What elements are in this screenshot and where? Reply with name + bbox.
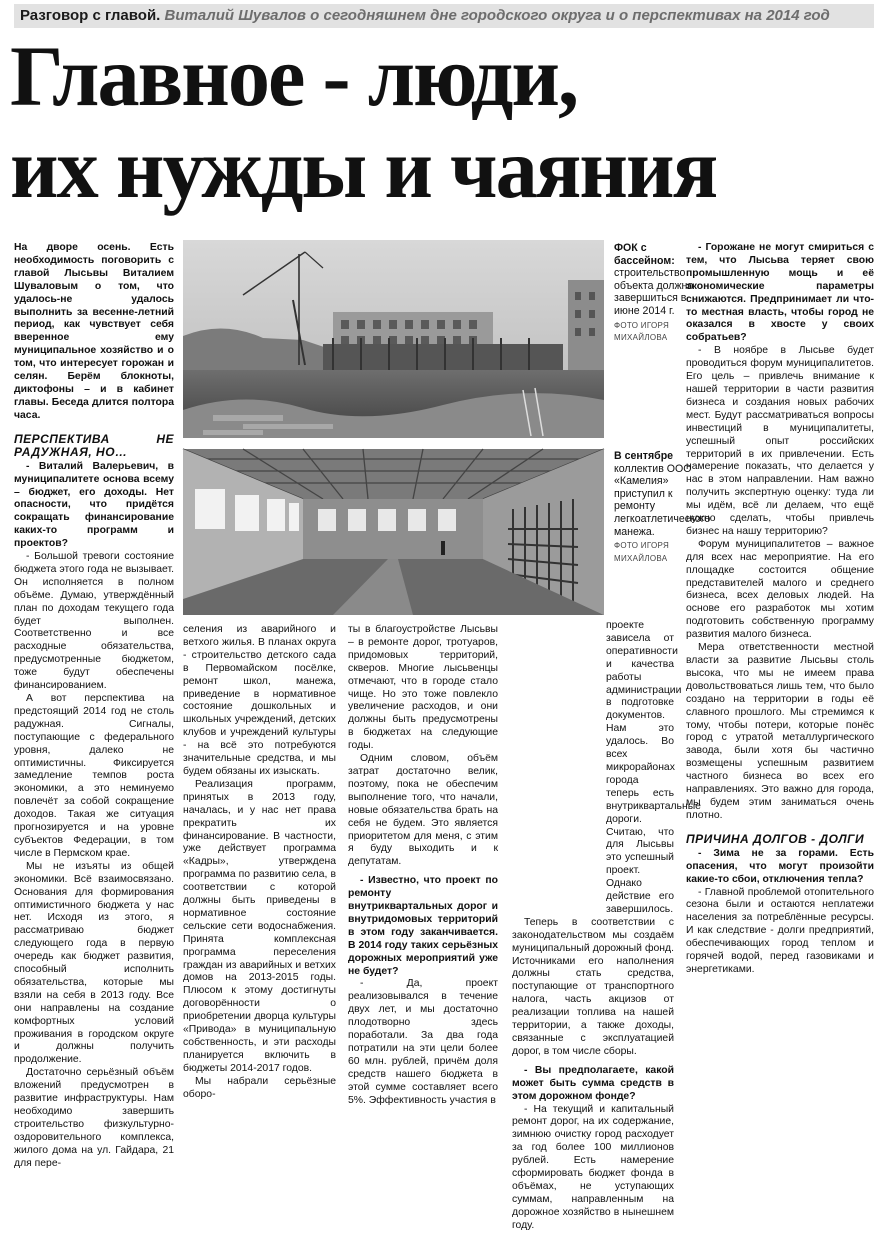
paragraph: - Да, проект реализовывался в течение двух лет, и мы достаточно плодотворно здесь поработали. За два года потратили на эти цели более 60 млн. рублей, причём доля средств нашего бюджета в этой сумме составляет всего 5%. Эффективность участия в [348, 978, 498, 1106]
column-4 [512, 620, 701, 1231]
photo-caption-2 [614, 450, 711, 565]
photo-caption-1 [614, 242, 696, 345]
paragraph: Форум муниципалитетов – важное для всех нас мероприятие. На его площадке состоится общение представителей малого и среднего бизнеса, всех деловых людей. На основе его разработок мы хотим подготовить собственную программу развития малого бизнеса. [686, 538, 874, 641]
paragraph: - В ноябре в Лысьве будет проводиться форум муниципалитетов. Его цель – привлечь внимание к нашей территории в части развития бизнеса и создания новых рабочих мест. Будут рассматриваться вопросы инвестиций в муниципалитеты, успешный опыт российских территорий в их привлечении. Есть намерение показать, что делается у нас в этом направлении. Нам важно получить экспертную оценку: туда ли мы идём, всё ли делаем, что ещё нужно сделать, чтобы привлечь бизнес на нашу территорию? [686, 345, 874, 537]
caption-1-text: строительство объекта должно завершиться в июне 2014 г. [614, 267, 694, 317]
paragraph: Мы не изъяты из общей экономики. Всё взаимосвязано. Основания для формирования оптимистичного бюджета у нас нет. Исходя из этого, я рассматриваю бюджет следующего года в первую очередь как бюджет развития, способный исполнить обязательства, которые мы взяли на себя в 2013 году. Все они направлены на создание комфортных условий проживания в городском округе и должны получить продолжение. [14, 860, 174, 1066]
question-5: - Зима не за горами. Есть опасения, что могут произойти какие-то сбои, отключения тепла? [686, 847, 874, 885]
question-1: - Виталий Валерьевич, в муниципалитете основа всему – бюджет, его доходы. Нет опасности, что придётся сокращать финансирование каких-то программ и проектов? [14, 460, 174, 550]
caption-2-title: В сентябре [614, 450, 674, 462]
paragraph: Мы набрали серьёзные оборо- [183, 1075, 336, 1100]
photo-construction [183, 240, 604, 438]
photo-athletics-hall [183, 449, 604, 615]
headline-line-2: их нужды и чаяния [10, 120, 717, 216]
headline-line-1: Главное - люди, [10, 28, 578, 124]
paragraph: - Большой тревоги состояние бюджета этого года не вызывает. Он исполняется в полном объёме. Думаю, утверждённый план по доходам текущего года будет выполнен. Соответственно и все расходные обязательства, предусмотренные бюджетом, тоже будут обеспечены финансированием. [14, 551, 174, 692]
rubric-bar [14, 4, 874, 28]
paragraph: - Главной проблемой отопительного сезона были и остаются неплатежи населения за потреблённые ресурсы. И как следствие - долги предприятий, обеспечивающих город теплом и горячей водой, перед газовиками и энергетиками. [686, 886, 874, 975]
paragraph: проекте зависела от оперативности и качества работы администрации в подготовке документов. Нам это удалось. Во всех микрорайонах города теперь есть внутриквартальные дороги. Считаю, что для Лысьвы это успешный проект. Однако действие его завершилось. [606, 620, 701, 915]
headline [10, 30, 863, 214]
paragraph: ты в благоустройстве Лысьвы – в ремонте дорог, тротуаров, придомовых территорий, скверов. Многие лысьвенцы отмечают, что в городе стало чище. Но это тоже повлекло увеличение расходов, и они должны быть предусмотрены в бюджетах на следующие годы. [348, 624, 498, 752]
caption-1-credit: ФОТО ИГОРЯ МИХАЙЛОВА [614, 320, 670, 343]
paragraph: селения из аварийного и ветхого жилья. В планах округа - строительство детского сада в Первомайском посёлке, ремонт школ, манежа, приведение в нормативное состояние дошкольных и школьных учреждений, детских клубов и учреждений культуры - на всё это потребуются значительные средства, и мы будем обязаны их изыскать. [183, 624, 336, 777]
question-3: - Вы предполагаете, какой может быть сумма средств в этом дорожном фонде? [512, 1064, 674, 1102]
rubric-kicker: Разговор с главой. [20, 7, 161, 24]
athletics-hall-photo-image [183, 449, 604, 615]
paragraph: Реализация программ, принятых в 2013 году, началась, и у нас нет права прекратить их финансирование. В частности, уже действует программа «Кадры», утверждена программа по развитию села, в соответствии с которой должны быть приведены в нормативное состояние сельские сети водоснабжения. Принята комплексная программа переселения граждан из аварийных и ветхих домов на 2013-2015 годы. Плюсом к этому достигнуты договорённости о приобретении дворца культуры «Привода» в муниципальную собственность, и эти расходы планируется включить в бюджеты 2014-2017 годов. [183, 778, 336, 1074]
paragraph: Мера ответственности местной власти за развитие Лысьвы столь высока, что мы не имеем права довольствоваться лишь тем, что было создано на территории в годы её славного прошлого. Мы стремимся к тому, чтобы потери, которые понёс город с утратой металлургического завода, были хотя бы частично возмещены успешным развитием частного бизнеса во всех его направлениях. Это важно для города, мы будем этим заниматься очень плотно. [686, 642, 874, 821]
intro-paragraph: На дворе осень. Есть необходимость поговорить с главой Лысьвы Виталием Шуваловым о том, что удалось-не удалось выполнить за весенне-летний период, как чувствует себя вверенное ему муниципальное хозяйство и о том, что интересует горожан и селян. Берём блокноты, диктофоны – и в кабинет главы. Беседа длится полтора часа. [14, 242, 174, 421]
rubric-deck: Виталий Шувалов о сегодняшнем дне городского округа и о перспективах на 2014 год [164, 7, 830, 24]
column-5 [686, 242, 874, 1042]
caption-2-text: коллектив ООО «Камелия» приступил к ремонту легкоатлетического манежа. [614, 462, 711, 538]
column-1 [14, 242, 174, 1169]
section-heading-1: ПЕРСПЕКТИВА НЕ РАДУЖНАЯ, НО… [14, 431, 174, 459]
paragraph: Теперь в соответствии с законодательством мы создаём муниципальный дорожный фонд. Источниками его наполнения должны стать средства, поступающие от транспортного налога, часть акцизов от реализации топлива на нашей территории, а также доходы, связанные с эксплуатацией дорог, в том числе сборы. [512, 916, 674, 1057]
column-3 [348, 624, 498, 1106]
question-4: - Горожане не могут смириться с тем, что Лысьва теряет свою промышленную мощь и её экономические параметры снижаются. Предпринимает ли что-то местная власть, чтобы город не оказался в хвосте у своих собратьев? [686, 242, 874, 344]
column-2 [183, 624, 336, 1100]
paragraph: А вот перспектива на предстоящий 2014 год не столь радужная. Сигналы, поступающие с федерального уровня, далеко не оптимистичны. Фиксируется замедление темпов роста экономики, а это неминуемо повлечёт за собой сокращение доходов. Такая же ситуация прогнозируется и на уровне субъектов Федерации, в том числе в Пермском крае. [14, 693, 174, 859]
construction-photo-image [183, 240, 604, 438]
paragraph: Достаточно серьёзный объём вложений предусмотрен в развитие инфраструктуры. Нам необходимо завершить строительство физкультурно-оздоровительного комплекса, жилого дома на ул. Гайдара, 21 для пере- [14, 1067, 174, 1169]
section-heading-2: ПРИЧИНА ДОЛГОВ - ДОЛГИ [686, 831, 865, 846]
caption-2-credit: ФОТО ИГОРЯ МИХАЙЛОВА [614, 541, 670, 563]
paragraph: Одним словом, объём затрат достаточно велик, поэтому, пока не обеспечим выполнение того, что начали, новые обязательства брать на себя не будем. Это является приоритетом для меня, с этим я буду выходить и к депутатам. [348, 753, 498, 868]
caption-1-title: ФОК с бассейном: [614, 242, 675, 267]
paragraph: - На текущий и капитальный ремонт дорог, на их содержание, зимнюю очистку город расходует за год более 100 миллионов рублей. Есть намерение сформировать бюджет фонда в объёмах, не уступающих суммам, направленным на дорожное хозяйство в нынешнем году. [512, 1103, 674, 1231]
question-2: - Известно, что проект по ремонту внутриквартальных дорог и внутридомовых территорий в этом году заканчивается. В 2014 году таких серьёзных дорожных мероприятий уже не будет? [348, 875, 498, 977]
